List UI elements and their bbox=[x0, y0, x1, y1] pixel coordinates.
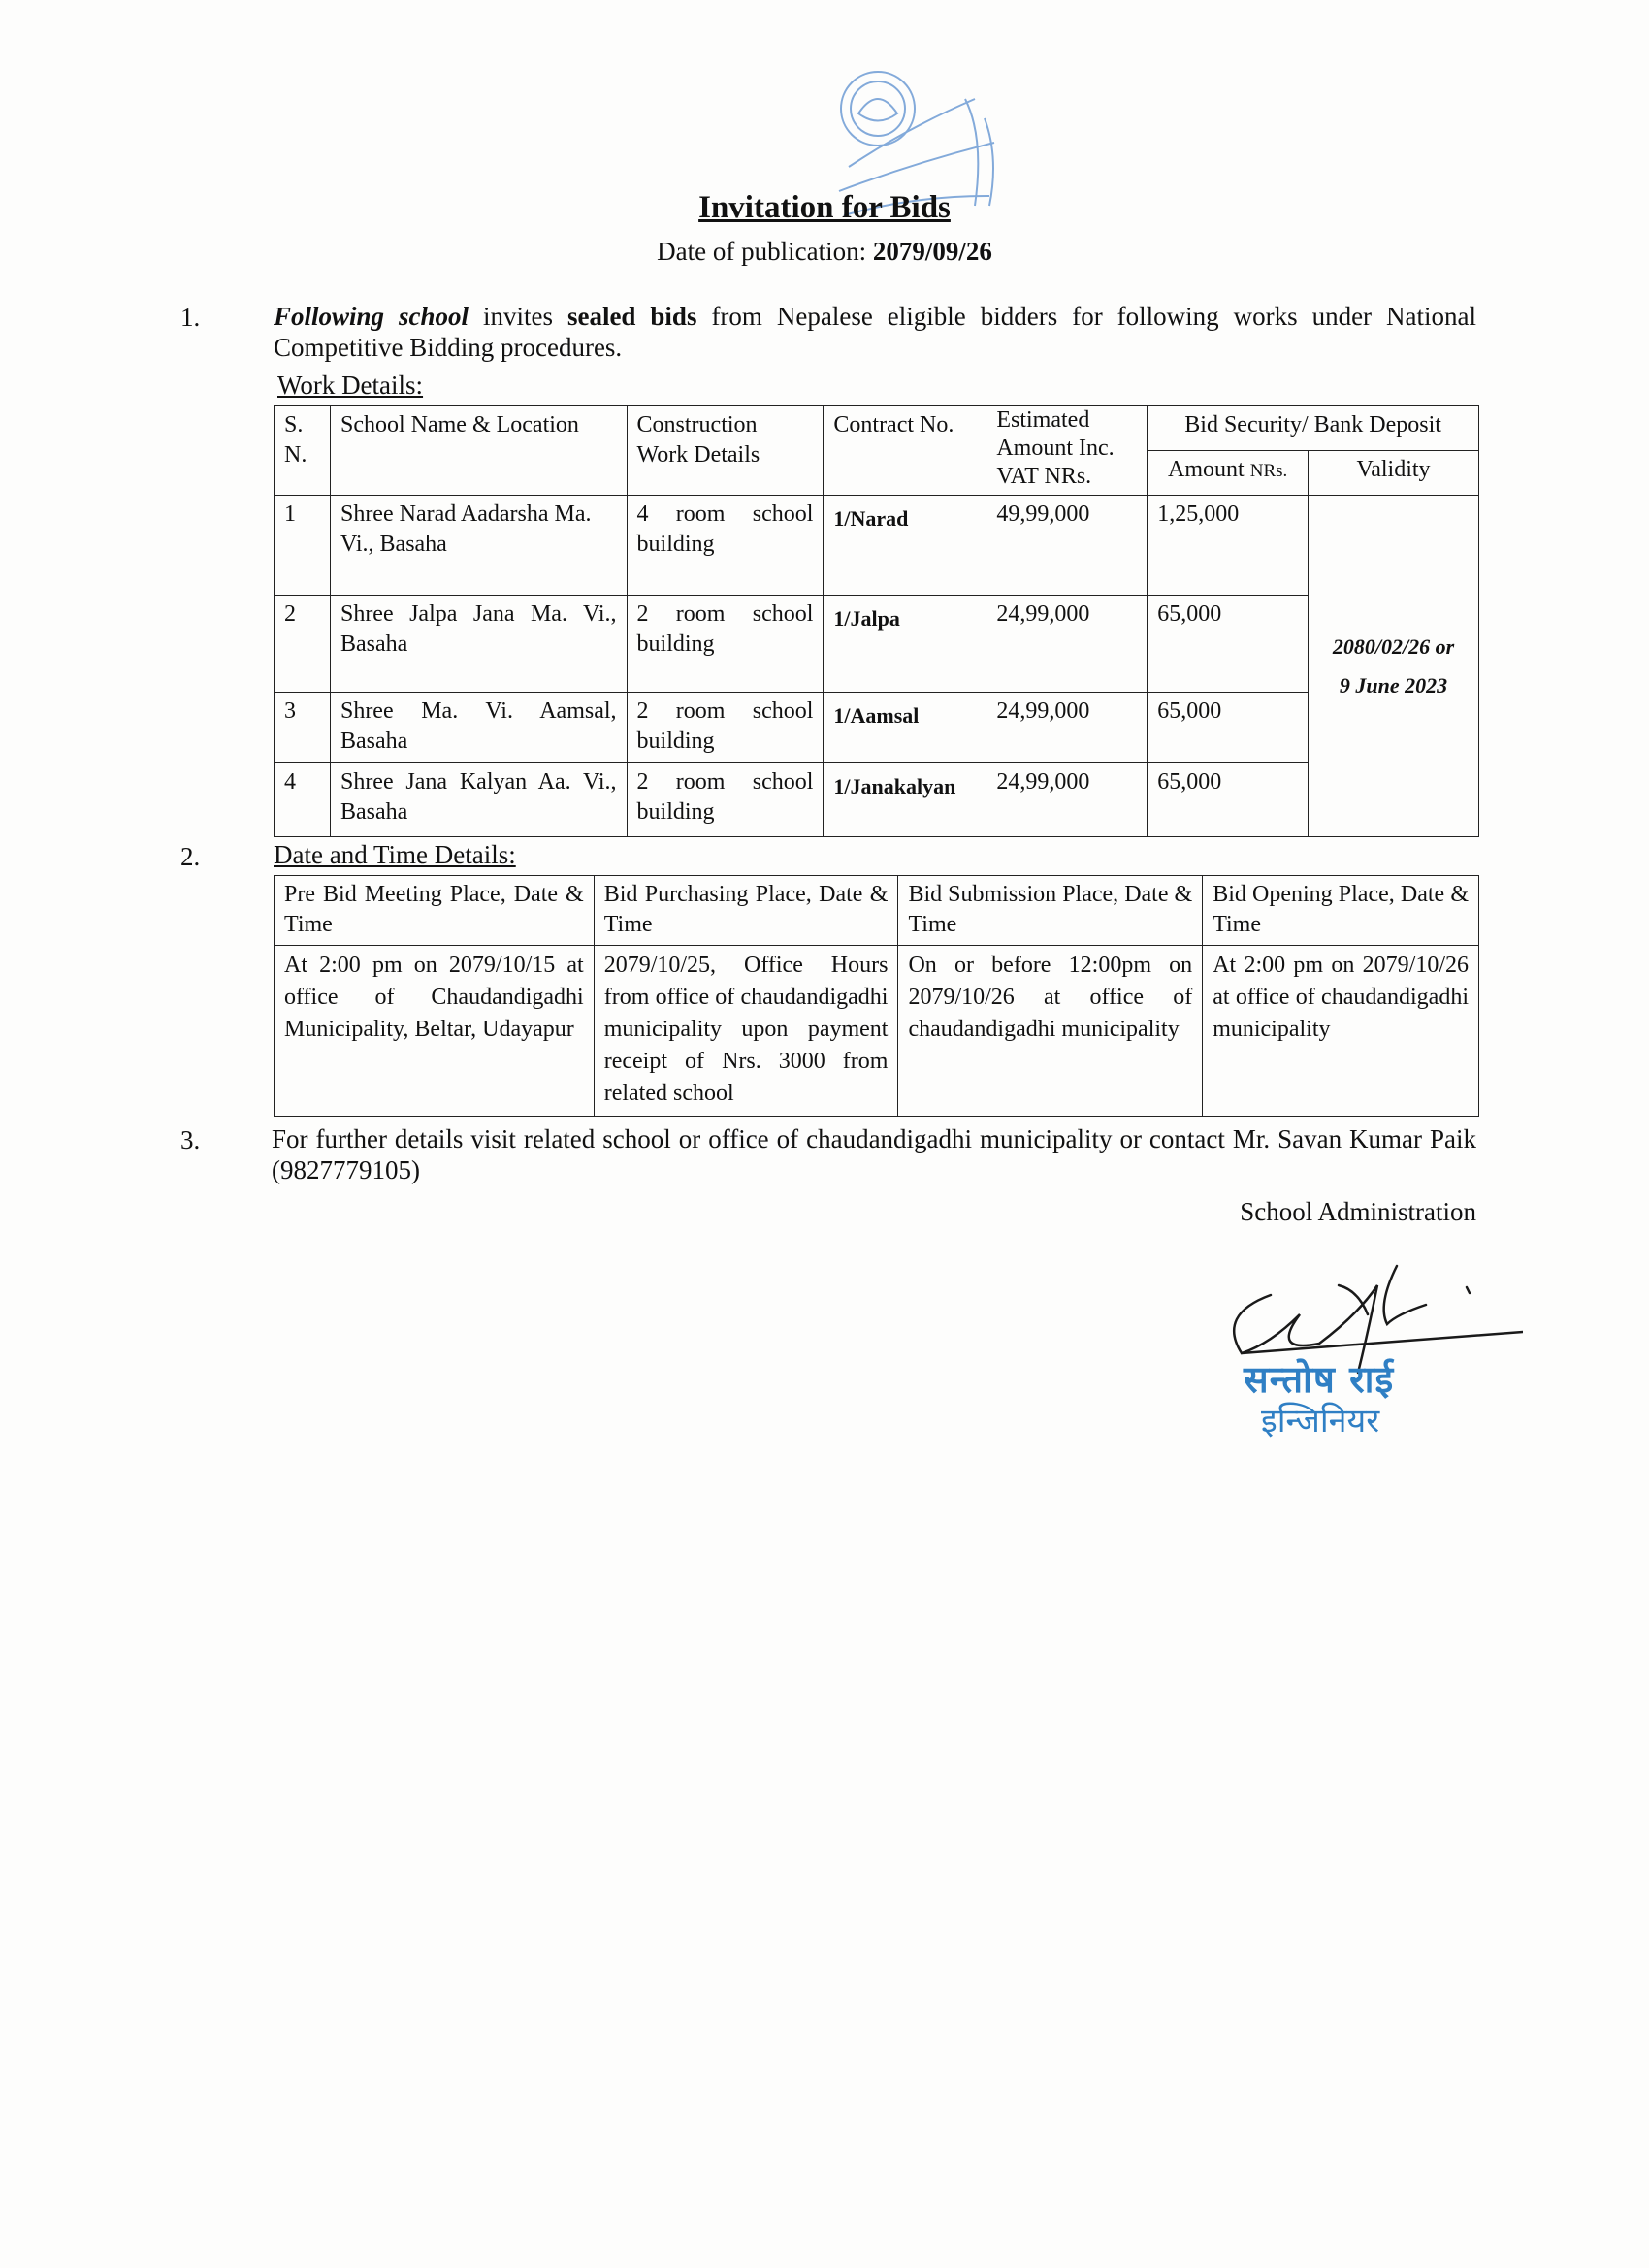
row-work: 2 room school building bbox=[627, 596, 824, 693]
validity-cell bbox=[1309, 496, 1479, 837]
row-amount: 65,000 bbox=[1148, 763, 1309, 837]
header-amount-label: Amount bbox=[1168, 457, 1245, 482]
row-school: Shree Narad Aadarsha Ma. Vi., Basaha bbox=[330, 496, 627, 596]
row-sn: 3 bbox=[275, 693, 331, 763]
row-school: Shree Jana Kalyan Aa. Vi., Basaha bbox=[330, 763, 627, 837]
validity-line-1: 2080/02/26 or bbox=[1332, 633, 1455, 659]
header-sn: S. N. bbox=[275, 406, 331, 496]
row-work: 4 room school building bbox=[627, 496, 824, 596]
table-row bbox=[275, 946, 1479, 1117]
row-contract: 1/Aamsal bbox=[824, 693, 986, 763]
publication-date-label: Date of publication: bbox=[657, 237, 867, 266]
submission-cell: On or before 12:00pm on 2079/10/26 at office of chaudandigadhi municipality bbox=[898, 946, 1203, 1117]
row-amount: 65,000 bbox=[1148, 596, 1309, 693]
row-work: 2 room school building bbox=[627, 693, 824, 763]
header-purchase: Bid Purchasing Place, Date & Time bbox=[594, 876, 898, 946]
row-estimate: 24,99,000 bbox=[986, 693, 1148, 763]
row-contract: 1/Janakalyan bbox=[824, 763, 986, 837]
row-sn: 2 bbox=[275, 596, 331, 693]
header-work: Construction Work Details bbox=[627, 406, 824, 496]
opening-cell: At 2:00 pm on 2079/10/26 at office of chaudandigadhi municipality bbox=[1203, 946, 1479, 1117]
section-1-text-b: from Nepalese eligible bidders for following works under National Competitive Bidding procedures. bbox=[274, 302, 1476, 362]
row-school: Shree Ma. Vi. Aamsal, Basaha bbox=[330, 693, 627, 763]
row-sn: 4 bbox=[275, 763, 331, 837]
table-row bbox=[275, 596, 1479, 693]
validity-line-2: 9 June 2023 bbox=[1339, 672, 1448, 697]
stamp-title: इन्जिनियर bbox=[1261, 1402, 1380, 1441]
document-title: Invitation for Bids bbox=[698, 190, 951, 225]
section-1-number: 1. bbox=[180, 303, 201, 332]
publication-date-value: 2079/09/26 bbox=[872, 237, 992, 266]
section-1-bold: sealed bids bbox=[566, 302, 697, 331]
row-work: 2 room school building bbox=[627, 763, 824, 837]
section-1-text bbox=[274, 301, 1476, 363]
row-amount: 1,25,000 bbox=[1148, 496, 1309, 596]
pre-bid-cell: At 2:00 pm on 2079/10/15 at office of Chaudandigadhi Municipality, Beltar, Udayapur bbox=[275, 946, 595, 1117]
row-estimate: 24,99,000 bbox=[986, 763, 1148, 837]
header-pre-bid: Pre Bid Meeting Place, Date & Time bbox=[275, 876, 595, 946]
section-2-number: 2. bbox=[180, 842, 201, 871]
header-amount-unit: NRs. bbox=[1249, 461, 1288, 481]
purchase-cell: 2079/10/25, Office Hours from office of chaudandigadhi municipality upon payment receipt of Nrs. 3000 from related school bbox=[594, 946, 898, 1117]
row-estimate: 24,99,000 bbox=[986, 596, 1148, 693]
header-contract: Contract No. bbox=[824, 406, 986, 496]
row-contract: 1/Jalpa bbox=[824, 596, 986, 693]
table-row bbox=[275, 496, 1479, 596]
header-opening: Bid Opening Place, Date & Time bbox=[1203, 876, 1479, 946]
date-time-table bbox=[274, 875, 1479, 1117]
school-administration: School Administration bbox=[1240, 1197, 1476, 1226]
date-time-heading: Date and Time Details: bbox=[274, 840, 516, 869]
section-3-number: 3. bbox=[180, 1125, 201, 1154]
work-details-heading: Work Details: bbox=[277, 371, 424, 400]
row-school: Shree Jalpa Jana Ma. Vi., Basaha bbox=[330, 596, 627, 693]
row-estimate: 49,99,000 bbox=[986, 496, 1148, 596]
section-1-text-a: invites bbox=[469, 302, 567, 331]
row-sn: 1 bbox=[275, 496, 331, 596]
row-amount: 65,000 bbox=[1148, 693, 1309, 763]
table-row bbox=[275, 693, 1479, 763]
header-validity: Validity bbox=[1309, 451, 1479, 496]
section-1-lead: Following school bbox=[274, 302, 469, 331]
table-row bbox=[275, 763, 1479, 837]
row-contract: 1/Narad bbox=[824, 496, 986, 596]
header-submission: Bid Submission Place, Date & Time bbox=[898, 876, 1203, 946]
header-security: Bid Security/ Bank Deposit bbox=[1148, 406, 1479, 451]
header-amount bbox=[1148, 451, 1309, 496]
work-details-table bbox=[274, 405, 1479, 837]
header-estimate: Estimated Amount Inc. VAT NRs. bbox=[986, 406, 1148, 496]
stamp-name: सन्तोष राई bbox=[1244, 1358, 1395, 1401]
publication-date bbox=[0, 237, 1649, 267]
section-3-text: For further details visit related school or office of chaudandigadhi municipality or contact Mr. Savan Kumar Paik (9827779105) bbox=[272, 1124, 1476, 1184]
header-school: School Name & Location bbox=[330, 406, 627, 496]
